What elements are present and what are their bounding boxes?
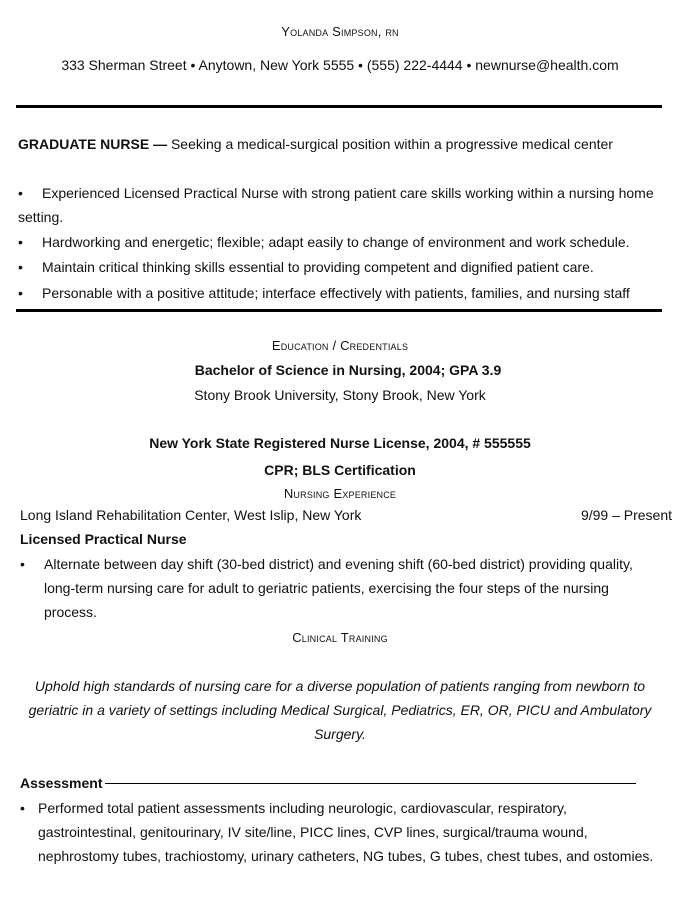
- experience-bullet: [20, 552, 640, 624]
- bullet-icon: •: [18, 285, 23, 301]
- summary-bullet-text: Hardworking and energetic; flexible; adapt easily to change of environment and work schedule.: [42, 234, 630, 250]
- degree: Bachelor of Science in Nursing, 2004; GPA 3.9: [194, 362, 502, 378]
- bullet-icon: •: [18, 185, 23, 201]
- experience-bullet-text: Alternate between day shift (30-bed district) and evening shift (60-bed district) providing quality, long-term nursing care for adult to geriatric patients, exercising the four steps of the nursing process.: [44, 556, 633, 620]
- summary-bullet: [18, 230, 663, 254]
- bullet-icon: •: [20, 800, 25, 816]
- objective-label: GRADUATE NURSE —: [18, 136, 168, 152]
- bullet-icon: •: [18, 259, 23, 275]
- objective: [18, 136, 613, 152]
- summary-bullet: [18, 255, 663, 279]
- bullet-icon: •: [20, 556, 25, 572]
- certification: CPR; BLS Certification: [264, 462, 416, 478]
- objective-text: Seeking a medical-surgical position within a progressive medical center: [167, 136, 613, 152]
- employer: Long Island Rehabilitation Center, West Islip, New York: [20, 507, 362, 523]
- assessment-rule: [20, 783, 636, 784]
- assessment-bullet-text: Performed total patient assessments including neurologic, cardiovascular, respiratory, gastrointestinal, genitourinary, IV site/line, PICC lines, CVP lines, surgical/trauma wound, nephrostomy tubes, trachiostomy, urinary catheters, NG tubes, G tubes, chest tubes, and ostomies.: [38, 800, 654, 864]
- summary-bullet-text: Personable with a positive attitude; interface effectively with patients, families, and nursing staff: [42, 285, 630, 301]
- summary-bullet: [18, 181, 663, 229]
- header-divider: [16, 105, 662, 108]
- experience-heading: Nursing Experience: [283, 486, 397, 501]
- education-heading: Education / Credentials: [271, 338, 409, 353]
- clinical-heading: Clinical Training: [292, 630, 388, 645]
- bullet-icon: •: [18, 234, 23, 250]
- candidate-name: Yolanda Simpson, rn: [281, 24, 399, 39]
- employment-dates: 9/99 – Present: [580, 507, 672, 523]
- summary-bullet-text: Maintain critical thinking skills essential to providing competent and dignified patient care.: [42, 259, 594, 275]
- summary-bullet-text: Experienced Licensed Practical Nurse with strong patient care skills working within a nursing home setting.: [18, 185, 654, 225]
- clinical-summary: Uphold high standards of nursing care for a diverse population of patients ranging from newborn to geriatric in a variety of settings including Medical Surgical, Pediatrics, ER, OR, PICU and Ambulatory Surgery.: [28, 678, 652, 742]
- license: New York State Registered Nurse License, 2004, # 555555: [149, 435, 531, 451]
- contact-line: 333 Sherman Street • Anytown, New York 5555 • (555) 222-4444 • newnurse@health.com: [61, 57, 619, 73]
- assessment-heading: Assessment: [20, 775, 103, 791]
- school: Stony Brook University, Stony Brook, New York: [194, 387, 486, 403]
- job-title: Licensed Practical Nurse: [20, 531, 187, 547]
- assessment-bullet: [20, 796, 660, 868]
- summary-bullet: [18, 281, 663, 305]
- summary-divider: [16, 309, 662, 312]
